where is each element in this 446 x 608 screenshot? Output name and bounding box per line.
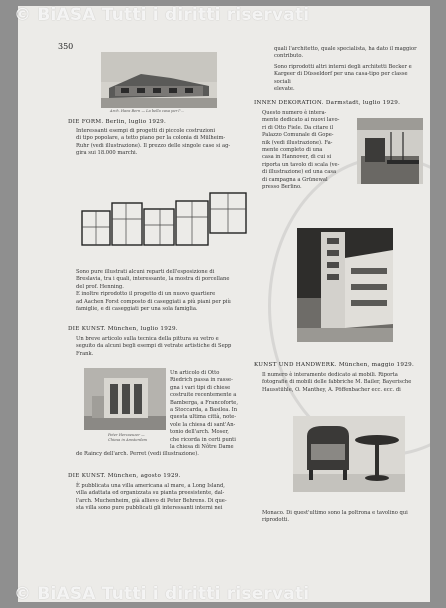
innen-dekoration-text: Questo numero è intera- mente dedicato ai nuovi lavo- ri di Otto Fiele. Da citare il Palazzo Comunale di Gope- nik (vedi illustrazione). Fa- mente completo di una casa in Hannover, di cui si riporta un tavolo di scala (ve- di illustrazione) ed una casa di campagna a Grünewal presso Berlino. [262, 110, 340, 191]
innen-dekoration-heading: INNEN DEKORATION. Darmstadt, luglio 1929. [254, 100, 401, 106]
kunst-und-handwerk-heading: KUNST UND HANDWERK. München, maggio 1929. [254, 362, 415, 368]
die-kunst-july-text-3: de Raincy dell'arch. Perret (vedi illustrazione). [76, 451, 199, 457]
die-form-text-1: Interessanti esempi di progetti di piccole costruzioni di tipo popolare, a tetto piano per la colonia di Mülheim- Ruhr (vedi illustrazione). Il prezzo delle singole case si ag- gira sui 18.000 marchi. [76, 128, 231, 157]
scanned-page [18, 6, 430, 602]
town-hall-photo [297, 228, 393, 342]
die-kunst-august-heading: DIE KUNST. München, agosto 1929. [68, 473, 181, 479]
die-kunst-july-text-1: Un breve articolo sulla tecnica della pittura su vetro e seguito da alcuni begli esempi di vetrate artistiche di Sepp Frank. [76, 336, 232, 357]
die-form-text-2: Sono pure illustrati alcuni reparti dell'esposizione di Breslavia, tra i quali, interessante, la mostra di porcellane del prof. Henning. E inoltre riprodotto il progetto di un nuovo quartiere ad Aachen Forst composto di caseggiati a più piani per più famiglie, e di caseggiati per una sola famiglia. [76, 269, 231, 313]
die-kunst-august-text: È pubblicata una villa americana al mare, a Long Island, villa adattata ed organizzata su pianta preesistente, dal- l'arch. Muchenheim, già allievo di Peter Behrens. Di que- sta villa sono pure pubblicati gli interessanti interni nei [76, 483, 227, 512]
staircase-photo [357, 118, 423, 184]
watermark-bottom: © BiASA Tutti i diritti riservati [14, 584, 310, 604]
church-photo [84, 368, 166, 430]
kunst-und-handwerk-text-1: Il numero è interamente dedicato ai mobili. Riporta fotografie di mobili delle fabbriche M. Bailer, Bayerische Hausstühle, O. Manthey, A. Pöffenbacher ecc. ecc. di [262, 372, 412, 393]
furniture-photo [293, 416, 405, 492]
watermark-top: © BiASA Tutti i diritti riservati [14, 5, 310, 25]
right-top-text-1: quali l'architetto, quale specialista, ha dato il maggior contributo. [274, 46, 417, 60]
die-kunst-july-text-2: Un articolo di Otto Riedrich passa in rasse- gna i vari tipi di chiese costruite recentemente a Bamberga, a Francoforte, a Stoccarda, a Basilea. In questa ultima città, note- vole la chiesa di sant'An- tonio dell'arch. Moser, che ricorda in certi punti la chiesa di Nôtre Dame [170, 370, 239, 451]
die-kunst-july-heading: DIE KUNST. München, luglio 1929. [68, 326, 178, 332]
kunst-und-handwerk-text-2: Monaco. Di quest'ultimo sono la poltrona e tavolino qui riprodotti. [262, 510, 408, 524]
right-top-text-2: Sono riprodotti altri interni degli architetti Becker e Kargeer di Düsseldorf per una casa-tipo per classe sociali elevate. [274, 64, 412, 93]
floor-plans [76, 183, 258, 259]
house-photo [101, 52, 217, 108]
page-number: 350 [58, 42, 74, 51]
church-photo-caption: Peter Herzaeuzer — Chiesa in Amsterdam [108, 433, 148, 442]
house-photo-caption: Arch. Hans Bern — La bella casa per l'... [110, 109, 185, 113]
die-form-heading: DIE FORM. Berlin, luglio 1929. [68, 119, 167, 125]
